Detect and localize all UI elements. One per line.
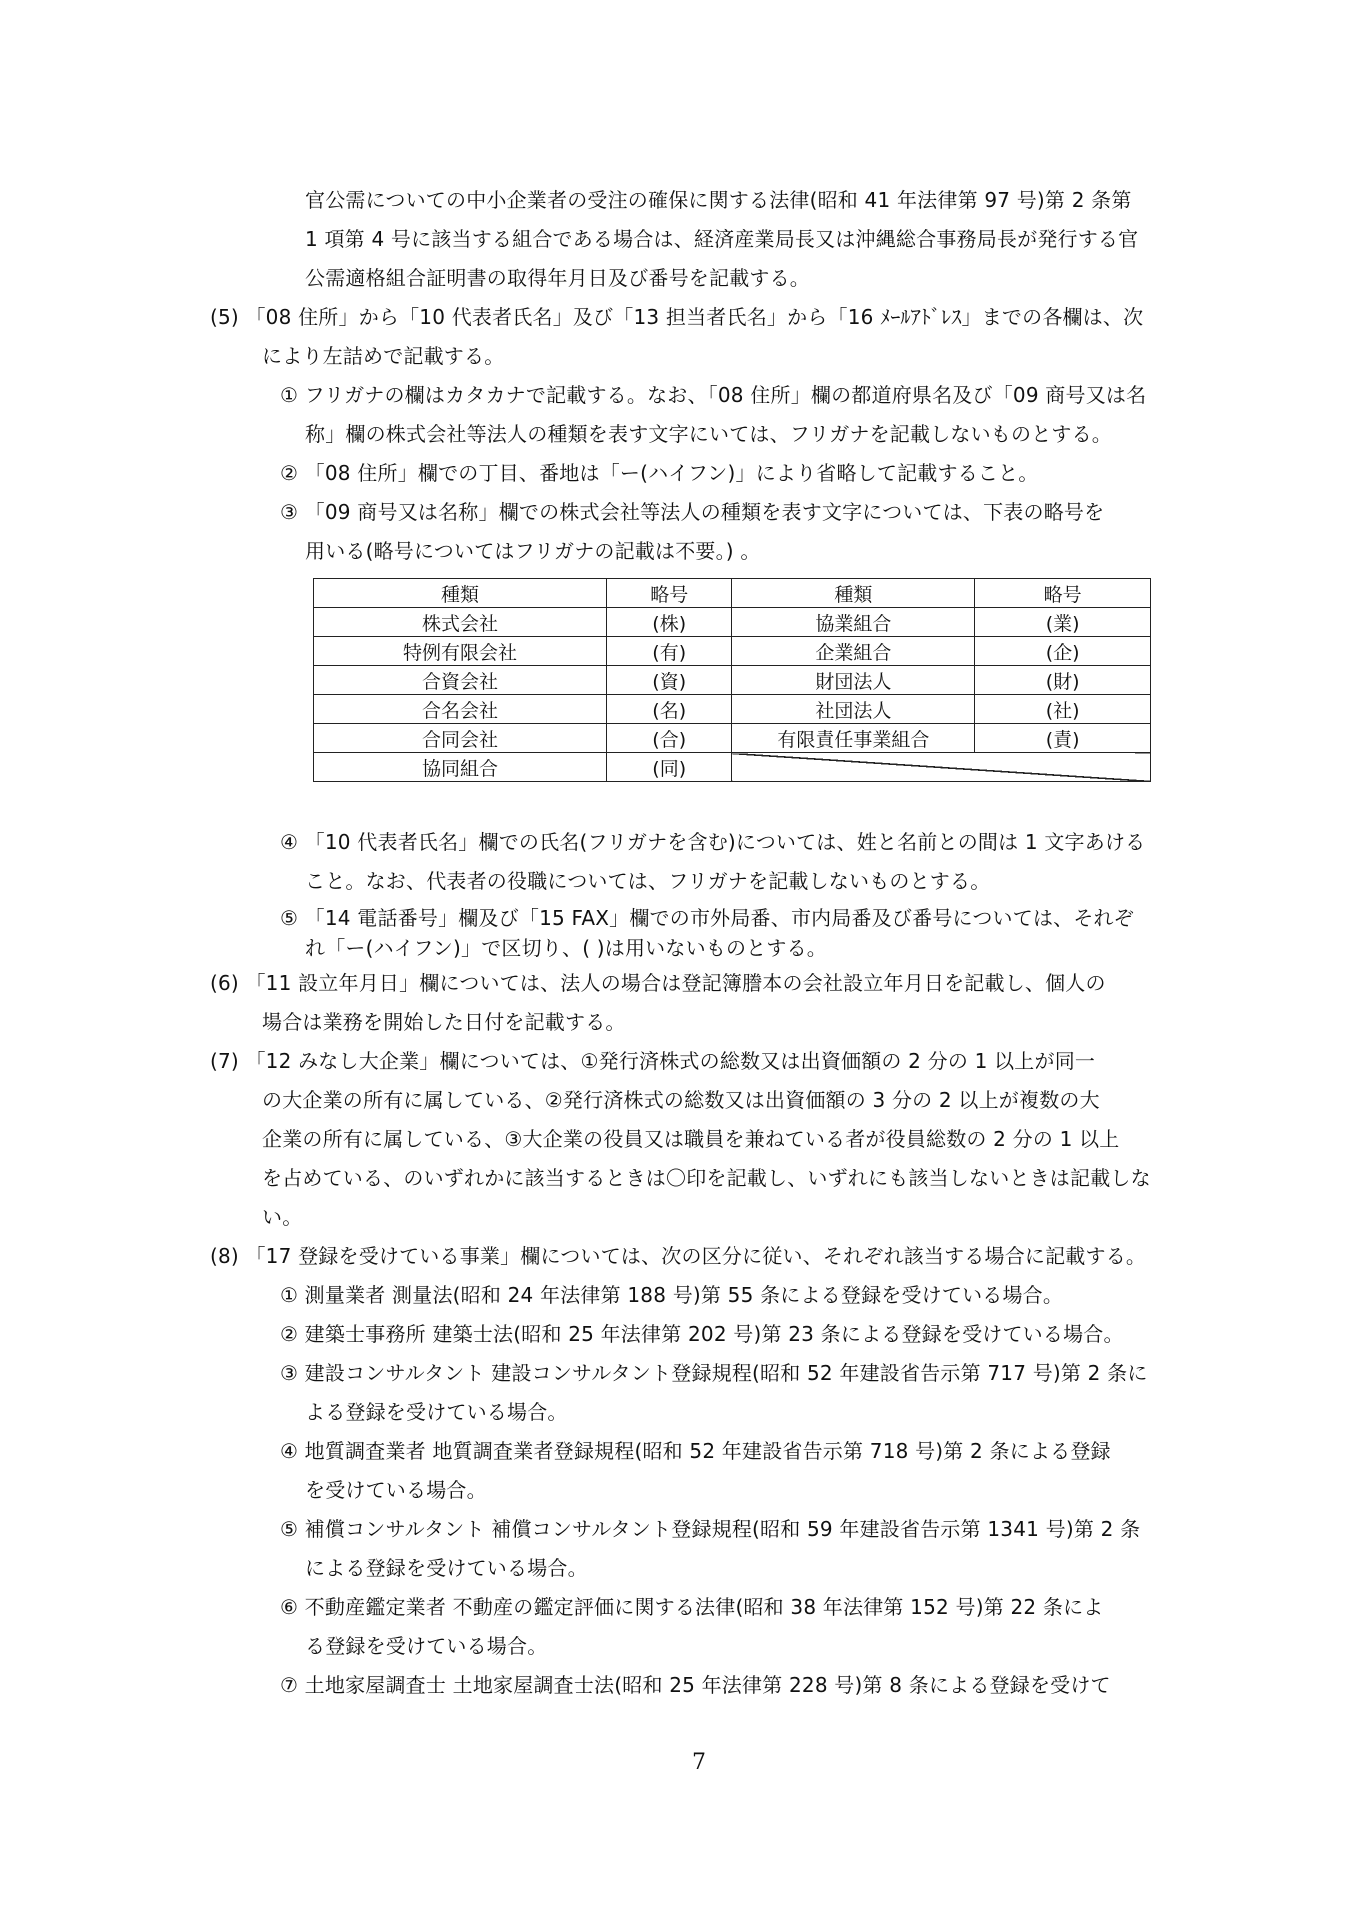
table-cell: 特例有限会社 <box>314 637 607 666</box>
text-line: 企業の所有に属している、③大企業の役員又は職員を兼ねている者が役員総数の 2 分の 1 以上 <box>262 1127 1120 1151</box>
text-line: 1 項第 4 号に該当する組合である場合は、経済産業局長又は沖縄総合事務局長が発行する官 <box>305 227 1139 251</box>
table-cell: 株式会社 <box>314 608 607 637</box>
table-cell: 有限責任事業組合 <box>732 724 975 753</box>
table-row <box>314 753 1151 782</box>
table-cell: (業) <box>975 608 1151 637</box>
table-row <box>314 695 1151 724</box>
table-cell: 企業組合 <box>732 637 975 666</box>
table-header-cell: 種類 <box>732 579 975 608</box>
text-line: ⑤ 補償コンサルタント 補償コンサルタント登録規程(昭和 59 年建設省告示第 1341 号)第 2 条 <box>280 1517 1141 1541</box>
text-line: ④ 「10 代表者氏名」欄での氏名(フリガナを含む)については、姓と名前との間は 1 文字あける <box>280 830 1146 854</box>
text-line: ⑤ 「14 電話番号」欄及び「15 FAX」欄での市外局番、市内局番及び番号については、それぞ <box>280 906 1134 930</box>
text-line: ① フリガナの欄はカタカナで記載する。なお、「08 住所」欄の都道府県名及び「09 商号又は名 <box>280 383 1147 407</box>
text-line: による登録を受けている場合。 <box>305 1556 588 1580</box>
text-line: い。 <box>262 1205 303 1229</box>
text-line: (7) 「12 みなし大企業」欄については、①発行済株式の総数又は出資価額の 2 分の 1 以上が同一 <box>210 1049 1096 1073</box>
text-line: 場合は業務を開始した日付を記載する。 <box>262 1010 626 1034</box>
table-cell: 合資会社 <box>314 666 607 695</box>
text-line: により左詰めで記載する。 <box>262 344 505 368</box>
table-cell: (資) <box>606 666 732 695</box>
table-cell: 財団法人 <box>732 666 975 695</box>
table-cell: (財) <box>975 666 1151 695</box>
text-line: ③ 「09 商号又は名称」欄での株式会社等法人の種類を表す文字については、下表の略号を <box>280 500 1105 524</box>
text-line: (5) 「08 住所」から「10 代表者氏名」及び「13 担当者氏名」から「16 ﾒｰﾙｱﾄﾞﾚｽ」までの各欄は、次 <box>210 305 1144 329</box>
text-line: を占めている、のいずれかに該当するときは〇印を記載し、いずれにも該当しないときは記載しな <box>262 1166 1151 1190</box>
table-cell: 合名会社 <box>314 695 607 724</box>
table-row <box>314 608 1151 637</box>
table-row <box>314 637 1151 666</box>
text-line: れ「ー(ハイフン)」で区切り、( )は用いないものとする。 <box>305 936 827 960</box>
text-line: ⑥ 不動産鑑定業者 不動産の鑑定評価に関する法律(昭和 38 年法律第 152 号)第 22 条によ <box>280 1595 1104 1619</box>
text-line: (6) 「11 設立年月日」欄については、法人の場合は登記簿謄本の会社設立年月日を記載し、個人の <box>210 971 1106 995</box>
text-line: 公需適格組合証明書の取得年月日及び番号を記載する。 <box>305 266 810 290</box>
text-line: よる登録を受けている場合。 <box>305 1400 568 1424</box>
text-line: ③ 建設コンサルタント 建設コンサルタント登録規程(昭和 52 年建設省告示第 717 号)第 2 条に <box>280 1361 1148 1385</box>
table-row <box>314 724 1151 753</box>
table-cell: (有) <box>606 637 732 666</box>
table-body <box>314 608 1151 782</box>
table-cell: (同) <box>606 753 732 782</box>
table-cell: (名) <box>606 695 732 724</box>
table-cell: 合同会社 <box>314 724 607 753</box>
table-row <box>314 666 1151 695</box>
table-header-cell: 略号 <box>975 579 1151 608</box>
table-cell: (株) <box>606 608 732 637</box>
table-header-row <box>314 579 1151 608</box>
table-header-cell: 種類 <box>314 579 607 608</box>
text-line: 官公需についての中小企業者の受注の確保に関する法律(昭和 41 年法律第 97 号)第 2 条第 <box>305 188 1132 212</box>
text-line: の大企業の所有に属している、②発行済株式の総数又は出資価額の 3 分の 2 以上が複数の大 <box>262 1088 1100 1112</box>
text-line: ① 測量業者 測量法(昭和 24 年法律第 188 号)第 55 条による登録を受けている場合。 <box>280 1283 1064 1307</box>
text-line: (8) 「17 登録を受けている事業」欄については、次の区分に従い、それぞれ該当する場合に記載する。 <box>210 1244 1147 1268</box>
text-line: 用いる(略号についてはフリガナの記載は不要。) 。 <box>305 539 761 563</box>
table-cell: 協業組合 <box>732 608 975 637</box>
text-line: 称」欄の株式会社等法人の種類を表す文字にいては、フリガナを記載しないものとする。 <box>305 422 1112 446</box>
text-line: る登録を受けている場合。 <box>305 1634 548 1658</box>
text-line: こと。なお、代表者の役職については、フリガナを記載しないものとする。 <box>305 869 991 893</box>
table-header-cell: 略号 <box>606 579 732 608</box>
abbreviation-table <box>313 578 1151 782</box>
text-line: ④ 地質調査業者 地質調査業者登録規程(昭和 52 年建設省告示第 718 号)第 2 条による登録 <box>280 1439 1111 1463</box>
table-cell: (合) <box>606 724 732 753</box>
table-cell: 社団法人 <box>732 695 975 724</box>
page-number: 7 <box>692 1750 706 1775</box>
table-cell: (責) <box>975 724 1151 753</box>
text-line: ② 「08 住所」欄での丁目、番地は「ー(ハイフン)」により省略して記載すること。 <box>280 461 1039 485</box>
table-cell: 協同組合 <box>314 753 607 782</box>
text-line: ② 建築士事務所 建築士法(昭和 25 年法律第 202 号)第 23 条による登録を受けている場合。 <box>280 1322 1124 1346</box>
empty-diagonal-cell <box>732 753 1151 782</box>
table-cell: (企) <box>975 637 1151 666</box>
text-line: を受けている場合。 <box>305 1478 487 1502</box>
text-line: ⑦ 土地家屋調査士 土地家屋調査士法(昭和 25 年法律第 228 号)第 8 条による登録を受けて <box>280 1673 1111 1697</box>
table-cell: (社) <box>975 695 1151 724</box>
